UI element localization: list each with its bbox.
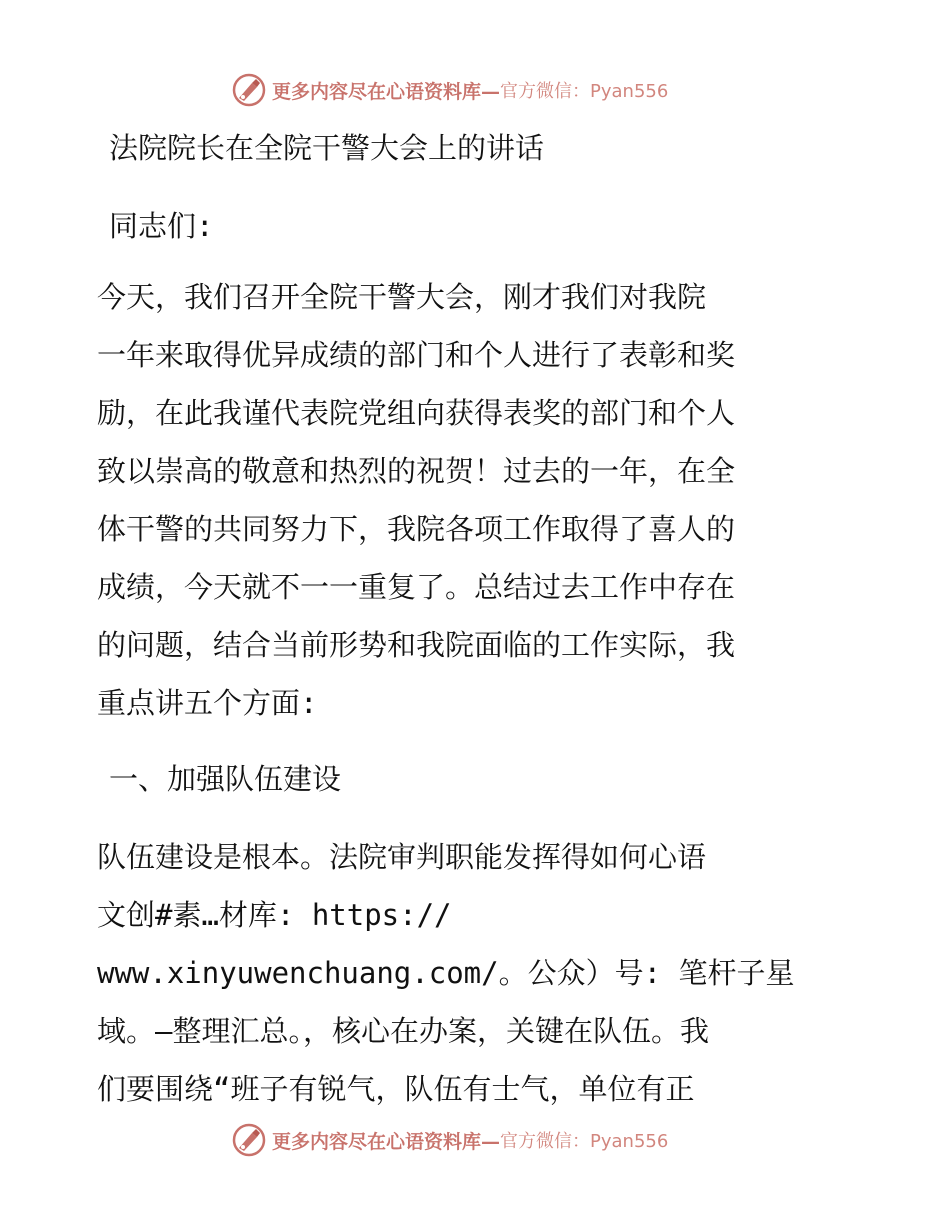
- watermark-wechat: 官方微信：Pyan556: [500, 81, 669, 102]
- watermark-text: 更多内容尽在心语资料库—: [272, 1130, 501, 1153]
- paragraph-line: 今天，我们召开全院干警大会，刚才我们对我院: [97, 280, 707, 314]
- paragraph-line: 成绩，今天就不一一重复了。总结过去工作中存在: [97, 570, 736, 604]
- paragraph-line: 队伍建设是根本。法院审判职能发挥得如何心语: [97, 840, 707, 874]
- paragraph-line: 的问题，结合当前形势和我院面临的工作实际，我: [97, 628, 736, 662]
- paragraph-line: 文创#素…材库: https://: [97, 898, 452, 932]
- section-heading: 一、加强队伍建设: [109, 762, 342, 796]
- document-title: 法院院长在全院干警大会上的讲话: [109, 131, 545, 165]
- paragraph-line: 重点讲五个方面:: [97, 686, 318, 720]
- paragraph-line: www.xinyuwenchuang.com/。公众）号: 笔杆子星: [97, 956, 795, 990]
- greeting: 同志们:: [109, 209, 214, 243]
- watermark-wechat: 官方微信：Pyan556: [500, 1131, 669, 1152]
- paragraph-1: [97, 268, 853, 732]
- footer-watermark: [232, 1120, 668, 1160]
- paragraph-line: 励，在此我谨代表院党组向获得表奖的部门和个人: [97, 396, 736, 430]
- paragraph-line: 们要围绕“班子有锐气，队伍有士气，单位有正: [97, 1072, 695, 1106]
- watermark-text: 更多内容尽在心语资料库—: [272, 80, 501, 103]
- pen-logo-icon: [232, 73, 266, 107]
- paragraph-line: 一年来取得优异成绩的部门和个人进行了表彰和奖: [97, 338, 736, 372]
- paragraph-line: 致以崇高的敬意和热烈的祝贺！过去的一年，在全: [97, 454, 736, 488]
- header-watermark: [232, 70, 668, 110]
- pen-logo-icon: [232, 1123, 266, 1157]
- paragraph-line: 域。—整理汇总。，核心在办案，关键在队伍。我: [97, 1014, 709, 1048]
- paragraph-2: [97, 828, 853, 1118]
- paragraph-line: 体干警的共同努力下，我院各项工作取得了喜人的: [97, 512, 736, 546]
